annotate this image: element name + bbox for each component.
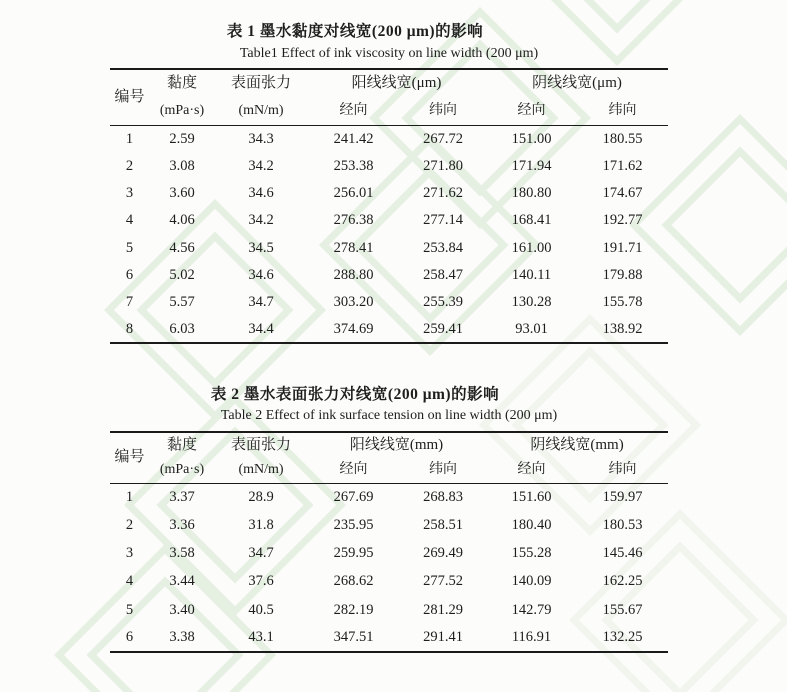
table-cell: 2 [125, 517, 134, 534]
table-cell: 142.79 [511, 601, 552, 618]
table-cell: 374.69 [333, 320, 374, 337]
table-cell: 34.6 [248, 266, 274, 283]
table-cell: 291.41 [423, 629, 463, 646]
table-cell: 171.62 [602, 157, 643, 174]
table-cell: 277.14 [423, 212, 463, 229]
table-cell: 269.49 [423, 545, 463, 562]
table-cell: 34.3 [248, 130, 274, 147]
viscosity-table-body [110, 125, 668, 343]
table-cell: 271.62 [423, 184, 463, 201]
surface-tension-table-header [110, 432, 668, 483]
table-cell: 6 [125, 266, 134, 283]
table-row [110, 624, 668, 652]
header-weft: 纬向 [429, 102, 457, 118]
table-cell: 1 [125, 489, 134, 506]
table-cell: 235.95 [333, 517, 374, 534]
table-cell: 168.41 [511, 212, 552, 229]
header-no: 编号 [114, 449, 145, 466]
table-cell: 241.42 [333, 130, 374, 147]
table-cell: 6 [125, 629, 134, 646]
table-row [110, 289, 668, 316]
table2-title-en: Table 2 Effect of ink surface tension on line width (200 μm) [220, 408, 558, 423]
table-row [110, 261, 668, 288]
table-cell: 268.83 [423, 489, 463, 506]
table-cell: 31.8 [248, 517, 274, 534]
table-cell: 171.94 [511, 157, 552, 174]
table-cell: 140.11 [511, 266, 552, 283]
table-cell: 3.60 [169, 184, 195, 201]
table-cell: 6.03 [169, 320, 195, 337]
table-row [110, 539, 668, 567]
table-row [110, 180, 668, 207]
surface-tension-table [110, 431, 668, 653]
table-cell: 34.6 [248, 184, 274, 201]
table-cell: 281.29 [423, 601, 463, 618]
header-viscosity-unit: (mPa·s) [159, 462, 205, 477]
table-row [110, 511, 668, 539]
table-cell: 256.01 [333, 184, 374, 201]
table-cell: 191.71 [602, 239, 643, 256]
table-cell: 174.67 [602, 184, 643, 201]
table-row [110, 596, 668, 624]
table1-title-en: Table1 Effect of ink viscosity on line width (200 μm) [239, 46, 539, 61]
table-cell: 267.72 [423, 130, 463, 147]
table-cell: 138.92 [602, 320, 643, 337]
table-cell: 40.5 [248, 601, 274, 618]
viscosity-table-header [110, 69, 668, 125]
table-cell: 5 [125, 239, 134, 256]
header-surface-tension-unit: (mN/m) [238, 102, 284, 118]
header-warp: 经向 [339, 102, 368, 118]
table-cell: 259.41 [423, 320, 463, 337]
table-cell: 5.57 [169, 294, 195, 311]
table-cell: 28.9 [248, 489, 274, 506]
table-cell: 258.47 [423, 266, 463, 283]
header-weft: 纬向 [429, 462, 457, 477]
table1-title-cn: 表 1 墨水黏度对线宽(200 μm)的影响 [226, 23, 484, 40]
table-cell: 253.84 [423, 239, 463, 256]
table-cell: 2.59 [169, 130, 195, 147]
table-cell: 3 [125, 545, 134, 562]
header-negative-line-width: 阴线线宽(μm) [532, 75, 622, 91]
table-cell: 278.41 [333, 239, 374, 256]
header-surface-tension: 表面张力 [230, 436, 291, 453]
header-viscosity-unit: (mPa·s) [159, 102, 205, 118]
table-cell: 34.2 [248, 212, 274, 229]
table-cell: 4.56 [169, 239, 195, 256]
table-cell: 140.09 [511, 573, 552, 590]
header-viscosity: 黏度 [166, 75, 197, 91]
table-cell: 288.80 [333, 266, 374, 283]
table-cell: 258.51 [423, 517, 463, 534]
table-cell: 255.39 [423, 294, 463, 311]
header-weft: 纬向 [608, 462, 637, 477]
table-cell: 159.97 [602, 489, 643, 506]
header-surface-tension-unit: (mN/m) [238, 462, 284, 477]
table-cell: 3.37 [169, 489, 195, 506]
table-cell: 155.78 [602, 294, 643, 311]
table-cell: 4 [125, 212, 134, 229]
viscosity-table [110, 68, 668, 344]
table-cell: 253.38 [333, 157, 374, 174]
header-positive-line-width: 阳线线宽(mm) [349, 436, 444, 453]
table2-title-cn: 表 2 墨水表面张力对线宽(200 μm)的影响 [210, 386, 500, 403]
table-cell: 1 [125, 130, 134, 147]
table-cell: 277.52 [423, 573, 463, 590]
table-cell: 3.44 [169, 573, 195, 590]
table-cell: 34.4 [248, 320, 274, 337]
table-cell: 303.20 [333, 294, 374, 311]
table-cell: 132.25 [602, 629, 643, 646]
table-cell: 37.6 [248, 573, 274, 590]
table-cell: 180.80 [511, 184, 552, 201]
table-cell: 267.69 [333, 489, 374, 506]
table-cell: 4 [125, 573, 134, 590]
table-cell: 347.51 [333, 629, 374, 646]
table-cell: 151.00 [511, 130, 552, 147]
table-cell: 268.62 [333, 573, 374, 590]
header-viscosity: 黏度 [166, 436, 197, 453]
table-cell: 3.08 [169, 157, 195, 174]
table-cell: 151.60 [511, 489, 552, 506]
table-cell: 5.02 [169, 266, 195, 283]
table-cell: 162.25 [602, 573, 643, 590]
table-cell: 259.95 [333, 545, 374, 562]
table-cell: 180.40 [511, 517, 552, 534]
table-cell: 180.53 [602, 517, 643, 534]
table-cell: 192.77 [602, 212, 643, 229]
table-cell: 34.2 [248, 157, 274, 174]
table-cell: 3.58 [169, 545, 195, 562]
header-warp: 经向 [339, 462, 368, 477]
table-cell: 2 [125, 157, 134, 174]
header-negative-line-width: 阴线线宽(mm) [530, 436, 624, 453]
table-cell: 276.38 [333, 212, 374, 229]
table-cell: 8 [125, 320, 134, 337]
table-cell: 3.40 [169, 601, 195, 618]
table-row [110, 568, 668, 596]
table-cell: 43.1 [248, 629, 274, 646]
table-row [110, 125, 668, 152]
table-row [110, 483, 668, 511]
table-cell: 93.01 [515, 320, 548, 337]
table-row [110, 207, 668, 234]
table-cell: 7 [125, 294, 134, 311]
table-cell: 179.88 [602, 266, 643, 283]
header-warp: 经向 [517, 462, 546, 477]
table-cell: 5 [125, 601, 134, 618]
table-cell: 34.7 [248, 294, 274, 311]
table-cell: 180.55 [602, 130, 643, 147]
header-positive-line-width: 阳线线宽(μm) [351, 75, 442, 91]
table-cell: 3.36 [169, 517, 195, 534]
table-cell: 4.06 [169, 212, 195, 229]
table-cell: 155.67 [602, 601, 643, 618]
table-cell: 34.5 [248, 239, 274, 256]
table-cell: 116.91 [511, 629, 552, 646]
surface-tension-table-body [110, 483, 668, 652]
table-cell: 155.28 [511, 545, 552, 562]
header-surface-tension: 表面张力 [230, 75, 291, 91]
table-cell: 145.46 [602, 545, 643, 562]
table-cell: 3 [125, 184, 134, 201]
table-cell: 282.19 [333, 601, 374, 618]
table-cell: 130.28 [511, 294, 552, 311]
header-no: 编号 [114, 88, 145, 105]
table-cell: 34.7 [248, 545, 274, 562]
table-cell: 271.80 [423, 157, 463, 174]
table-row [110, 152, 668, 179]
table-row [110, 316, 668, 343]
table-cell: 3.38 [169, 629, 195, 646]
table-row [110, 234, 668, 261]
header-warp: 经向 [517, 102, 546, 118]
header-weft: 纬向 [608, 102, 637, 118]
table-cell: 161.00 [511, 239, 552, 256]
